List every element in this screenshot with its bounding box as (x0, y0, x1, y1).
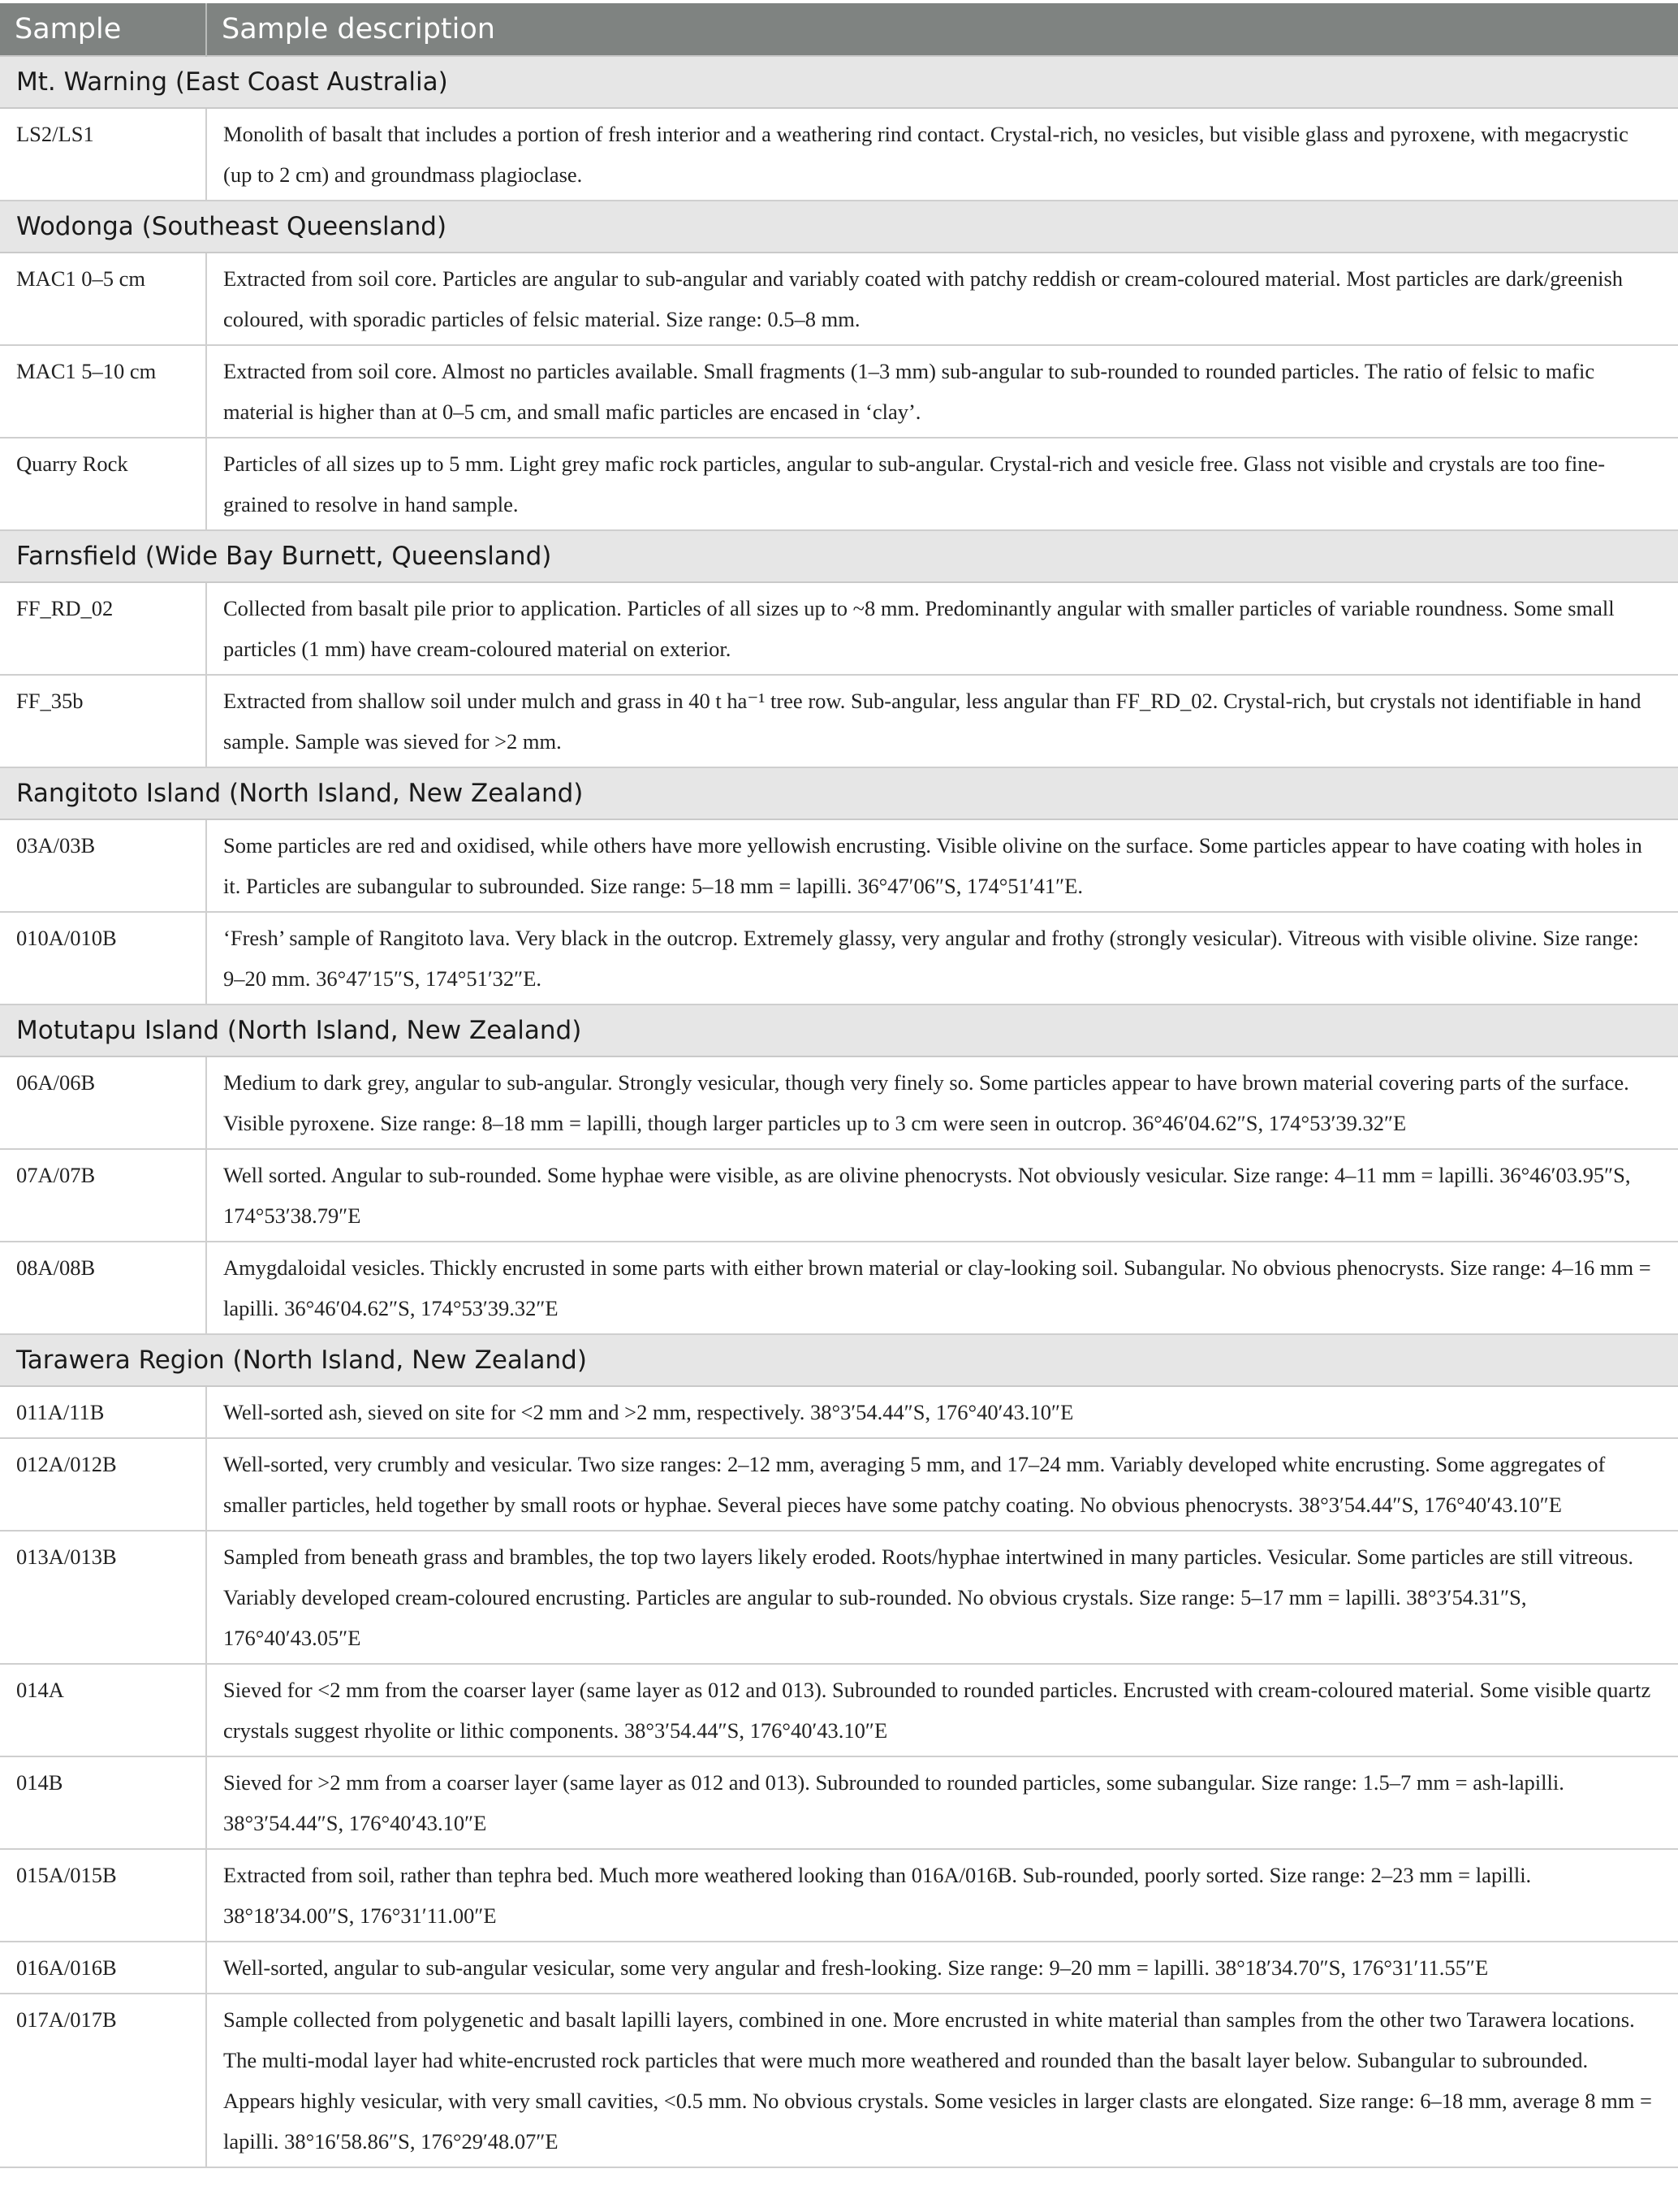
group-title: Motutapu Island (North Island, New Zealand) (0, 1004, 1678, 1056)
sample-cell: Quarry Rock (0, 438, 206, 530)
description-cell: Sampled from beneath grass and brambles, the top two layers likely eroded. Roots/hyphae intertwined in many particles. Vesicular. Some particles are still vitreous. Variably developed cream-coloured encrusting. Particles are angular to sub-rounded. No obvious crystals. Size range: 5–17 mm = lapilli. 38°3′54.31″S, 176°40′43.05″E (206, 1531, 1678, 1664)
description-cell: Extracted from soil core. Almost no particles available. Small fragments (1–3 mm) sub-angular to sub-rounded to rounded particles. The ratio of felsic to mafic material is higher than at 0–5 cm, and small mafic particles are encased in ‘clay’. (206, 345, 1678, 438)
column-header-description: Sample description (206, 3, 1678, 56)
table-row (0, 912, 1678, 1004)
table-row (0, 1242, 1678, 1334)
table-row (0, 345, 1678, 438)
sample-cell: 014A (0, 1664, 206, 1756)
table-row (0, 1531, 1678, 1664)
table-row (0, 1149, 1678, 1242)
description-cell: Monolith of basalt that includes a portion of fresh interior and a weathering rind contact. Crystal-rich, no vesicles, but visible glass and pyroxene, with megacrystic (up to 2 cm) and groundmass plagioclase. (206, 108, 1678, 201)
description-cell: ‘Fresh’ sample of Rangitoto lava. Very black in the outcrop. Extremely glassy, very angular and frothy (strongly vesicular). Vitreous with visible olivine. Size range: 9–20 mm. 36°47′15″S, 174°51′32″E. (206, 912, 1678, 1004)
sample-cell: 014B (0, 1756, 206, 1849)
sample-cell: 07A/07B (0, 1149, 206, 1242)
header-row (0, 3, 1678, 56)
group-title: Farnsfield (Wide Bay Burnett, Queensland) (0, 530, 1678, 582)
description-cell: Sample collected from polygenetic and basalt lapilli layers, combined in one. More encrusted in white material than samples from the other two Tarawera locations. The multi-modal layer had white-encrusted rock particles that were much more weathered and rounded than the basalt layer below. Subangular to subrounded. Appears highly vesicular, with very small cavities, <0.5 mm. No obvious crystals. Some vesicles in larger clasts are elongated. Size range: 6–18 mm, average 8 mm = lapilli. 38°16′58.86″S, 176°29′48.07″E (206, 1994, 1678, 2167)
group-header-row (0, 1004, 1678, 1056)
description-cell: Well-sorted, angular to sub-angular vesicular, some very angular and fresh-looking. Size range: 9–20 mm = lapilli. 38°18′34.70″S, 176°31′11.55″E (206, 1942, 1678, 1994)
sample-cell: 010A/010B (0, 912, 206, 1004)
description-cell: Particles of all sizes up to 5 mm. Light grey mafic rock particles, angular to sub-angular. Crystal-rich and vesicle free. Glass not visible and crystals are too fine-grained to resolve in hand sample. (206, 438, 1678, 530)
description-cell: Sieved for <2 mm from the coarser layer (same layer as 012 and 013). Subrounded to rounded particles. Encrusted with cream-coloured material. Some visible quartz crystals suggest rhyolite or lithic components. 38°3′54.44″S, 176°40′43.10″E (206, 1664, 1678, 1756)
table-row (0, 1994, 1678, 2167)
sample-cell: 08A/08B (0, 1242, 206, 1334)
description-cell: Sieved for >2 mm from a coarser layer (same layer as 012 and 013). Subrounded to rounded particles, some subangular. Size range: 1.5–7 mm = ash-lapilli. 38°3′54.44″S, 176°40′43.10″E (206, 1756, 1678, 1849)
description-cell: Medium to dark grey, angular to sub-angular. Strongly vesicular, though very finely so. Some particles appear to have brown material covering parts of the surface. Visible pyroxene. Size range: 8–18 mm = lapilli, though larger particles up to 3 cm were seen in outcrop. 36°46′04.62″S, 174°53′39.32″E (206, 1056, 1678, 1149)
group-header-row (0, 201, 1678, 253)
sample-cell: MAC1 5–10 cm (0, 345, 206, 438)
description-cell: Extracted from soil core. Particles are angular to sub-angular and variably coated with patchy reddish or cream-coloured material. Most particles are dark/greenish coloured, with sporadic particles of felsic material. Size range: 0.5–8 mm. (206, 253, 1678, 345)
description-cell: Well-sorted ash, sieved on site for <2 mm and >2 mm, respectively. 38°3′54.44″S, 176°40′43.10″E (206, 1386, 1678, 1438)
description-cell: Extracted from soil, rather than tephra bed. Much more weathered looking than 016A/016B. Sub-rounded, poorly sorted. Size range: 2–23 mm = lapilli. 38°18′34.00″S, 176°31′11.00″E (206, 1849, 1678, 1942)
sample-cell: FF_35b (0, 675, 206, 767)
group-header-row (0, 56, 1678, 108)
description-cell: Some particles are red and oxidised, while others have more yellowish encrusting. Visible olivine on the surface. Some particles appear to have coating with holes in it. Particles are subangular to subrounded. Size range: 5–18 mm = lapilli. 36°47′06″S, 174°51′41″E. (206, 819, 1678, 912)
sample-cell: 06A/06B (0, 1056, 206, 1149)
table-row (0, 438, 1678, 530)
table-body (0, 56, 1678, 2167)
group-title: Rangitoto Island (North Island, New Zealand) (0, 767, 1678, 819)
table-row (0, 1438, 1678, 1531)
description-cell: Extracted from shallow soil under mulch and grass in 40 t ha⁻¹ tree row. Sub-angular, less angular than FF_RD_02. Crystal-rich, but crystals not identifiable in hand sample. Sample was sieved for >2 mm. (206, 675, 1678, 767)
table-row (0, 108, 1678, 201)
description-cell: Well sorted. Angular to sub-rounded. Some hyphae were visible, as are olivine phenocrysts. Not obviously vesicular. Size range: 4–11 mm = lapilli. 36°46′03.95″S, 174°53′38.79″E (206, 1149, 1678, 1242)
group-header-row (0, 1334, 1678, 1386)
sample-cell: 012A/012B (0, 1438, 206, 1531)
column-header-sample: Sample (0, 3, 206, 56)
group-header-row (0, 767, 1678, 819)
group-title: Mt. Warning (East Coast Australia) (0, 56, 1678, 108)
table-row (0, 1386, 1678, 1438)
sample-cell: FF_RD_02 (0, 582, 206, 675)
table-row (0, 1849, 1678, 1942)
sample-cell: MAC1 0–5 cm (0, 253, 206, 345)
table-row (0, 819, 1678, 912)
group-title: Tarawera Region (North Island, New Zealand) (0, 1334, 1678, 1386)
sample-cell: 013A/013B (0, 1531, 206, 1664)
table-row (0, 1664, 1678, 1756)
description-cell: Amygdaloidal vesicles. Thickly encrusted in some parts with either brown material or clay-looking soil. Subangular. No obvious phenocrysts. Size range: 4–16 mm = lapilli. 36°46′04.62″S, 174°53′39.32″E (206, 1242, 1678, 1334)
sample-cell: 016A/016B (0, 1942, 206, 1994)
table-row (0, 1056, 1678, 1149)
group-header-row (0, 530, 1678, 582)
sample-cell: 015A/015B (0, 1849, 206, 1942)
table-row (0, 675, 1678, 767)
sample-cell: 017A/017B (0, 1994, 206, 2167)
description-cell: Well-sorted, very crumbly and vesicular. Two size ranges: 2–12 mm, averaging 5 mm, and 17–24 mm. Variably developed white encrusting. Some aggregates of smaller particles, held together by small roots or hyphae. Several pieces have some patchy coating. No obvious phenocrysts. 38°3′54.44″S, 176°40′43.10″E (206, 1438, 1678, 1531)
table-row (0, 1756, 1678, 1849)
sample-cell: LS2/LS1 (0, 108, 206, 201)
table-row (0, 1942, 1678, 1994)
description-cell: Collected from basalt pile prior to application. Particles of all sizes up to ~8 mm. Predominantly angular with smaller particles of variable roundness. Some small particles (1 mm) have cream-coloured material on exterior. (206, 582, 1678, 675)
sample-description-table (0, 3, 1678, 2168)
table-row (0, 253, 1678, 345)
sample-cell: 03A/03B (0, 819, 206, 912)
group-title: Wodonga (Southeast Queensland) (0, 201, 1678, 253)
table-header (0, 3, 1678, 56)
sample-table-container (0, 3, 1678, 2168)
sample-cell: 011A/11B (0, 1386, 206, 1438)
table-row (0, 582, 1678, 675)
